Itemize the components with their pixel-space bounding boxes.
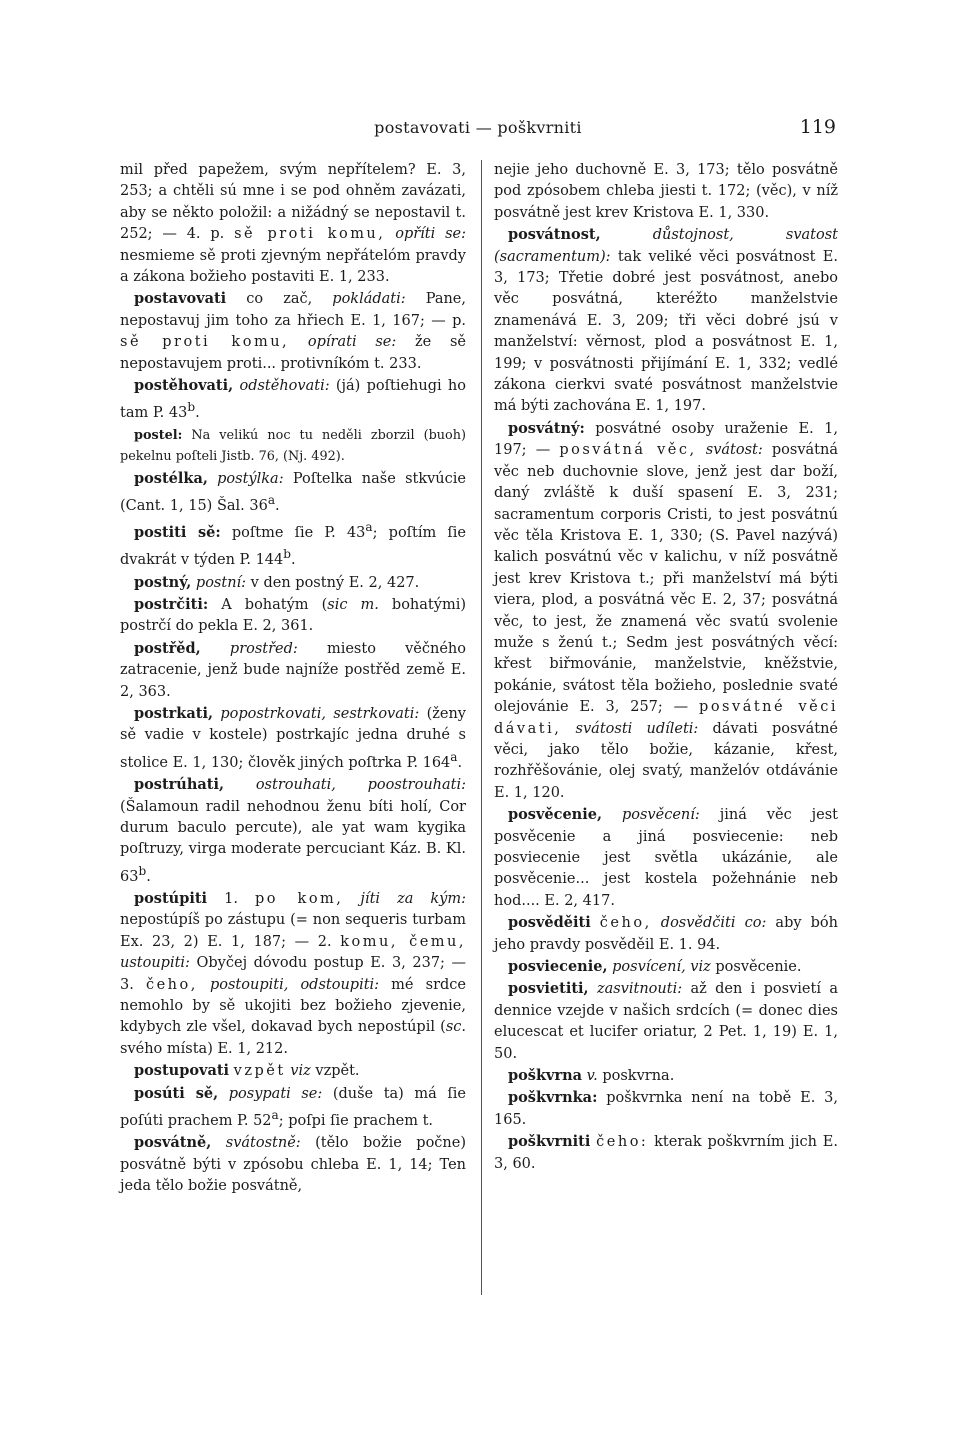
entry-posvedeiti [494,912,838,956]
entry-text: pokládati: [332,291,406,308]
headword: postrčiti: [134,596,209,614]
headword: postavovati [134,290,227,308]
entry-posvecenie [494,804,838,912]
entry-text: . [275,497,280,514]
entry-text: sc. [445,1019,466,1036]
entry-text: miesto věčného zatracenie, jenž bude najníže postřěd země E. 2, 363. [120,640,466,700]
headword: postupovati [134,1062,230,1080]
entry-postred [120,638,466,703]
entry-text: ; poſtím ſie dvakrát v týden P. 144 [120,524,467,569]
entry-text: čeho: [596,1134,649,1151]
entry-text: . [291,552,296,569]
entry-text: dosvědčiti co: [651,915,767,932]
entry-text: popostrkovati, sestrkovati: [213,706,420,723]
entry-postelka [120,468,466,518]
entry-posvietiti [494,978,838,1065]
entry-text: (duše ta) má ſie poſúti prachem P. 52 [120,1085,466,1129]
headword: posvěděiti [508,914,591,932]
entry-posvatny [494,418,838,804]
entry-text: b [187,400,196,415]
entry-text: opříti se: [385,226,466,243]
headword: posviecenie, [508,958,608,976]
entry-text: posvěcení: [602,807,700,824]
entry-text: svátost: [696,442,763,459]
headword: postný, [134,573,192,591]
left-column [120,160,466,1197]
entry-text: Obyčej dóvodu postup E. 3, 237; — 3. [120,955,466,993]
entry-text: mil před papežem, svým nepřítelem? E. 3, 253; a chtěli sú mne i se pod ohněm zavázati, aby se někto položil: a nižádný se nepostavil t. 252; — 4. p. [120,162,466,243]
entry-text: Pane, nepostavuj jim toho za hřiech E. 1, 167; — p. [120,291,466,329]
entry-poskvrna [494,1065,838,1087]
entry-text: čeho, [599,915,652,932]
entry-text: kterak poškvrním jich E. 3, 60. [494,1134,838,1172]
entry-postavovati [120,288,466,375]
entry-text: postoupiti, odstoupiti: [197,976,380,993]
entry-text: ustoupiti: [120,955,190,972]
entry-text: poškvrnka není na tobě E. 3, 165. [494,1090,838,1128]
entry-text: jíti za kým: [343,890,466,907]
entry-text: důstojnost, svatost (sacramentum): [494,227,838,265]
entry-text: . [146,868,151,885]
entry-postupiti [120,888,466,1060]
entry-text: posvátná věc neb duchovnie slove, jenž jest dar boží, daný zvláště k duší spasení E. 3, 231; sacramentum corporis Cristi, to jest posvátnú věc těla Kristova E. 1, 330; (S. Pavel nazývá) kalich posvátnú věc v kalichu, v níž posvátně jest krev Kristova t.; při manželství má býti viera, plod, a posvátná věc E. 2, 37; posvátná věc, to jest, že znamená věc svatú svolenie muže s ženú t.; Sedm jest posvátných věcí: křest biřmovánie, manželstvie, kněžstvie, pokánie, svátost těla božieho, poslednie svaté olejovánie E. 3, 257; — [494,442,838,716]
page-header [120,118,836,144]
entry-text: vzpět [233,1063,286,1080]
headword: postúpiti [134,889,208,907]
entry-poskvrniti [494,1131,838,1175]
entry-text: sě proti komu, [234,226,386,243]
entry-text: a [267,492,276,507]
entry-text: čeho, [145,976,198,993]
headword: posvátně, [134,1134,212,1152]
entry-postehovati [120,375,466,425]
entry-postruhati [120,774,466,888]
entry-text: sě proti komu, [120,334,290,351]
entry-text: (Šalamoun radil nehodnou ženu bíti holí, Cor durum baculo percute), ale yat wam kygika poſtruzy, virga moderate percuciant Káz. B. Kl. 63 [120,798,466,885]
entry-text: zasvitnouti: [588,981,683,998]
entry-text: viz [285,1063,311,1080]
entry-text: dávati posvátné věci, jako tělo božie, kázanie, křest, rozhřěšovánie, olej svatý, manželóv otdávánie E. 1, 120. [494,720,838,801]
entry-text: posvěcenie. [710,959,802,976]
entry-text: posvátná věc, [559,442,697,459]
entry-text: (já) poſtiehugi ho tam P. 43 [120,378,466,422]
headword: postiti sě: [134,523,221,541]
entry-text: a [365,520,373,535]
entry-text: po kom, [254,890,344,907]
entry-postrkati [120,703,466,774]
headword: postřěd, [134,639,201,657]
entry-text: odstěhovati: [233,378,330,395]
headword: postel: [134,427,183,443]
entry-text: a [450,749,458,764]
entry-text: posvícení, viz [607,959,711,976]
entry-text: postní: [191,574,247,591]
entry-text: b [138,863,147,878]
entry-text: ostrouhati, poostrouhati: [224,777,466,794]
entry-text: posvátné věci dávati, [494,699,838,737]
headword: postélka, [134,469,208,487]
headword: posvátnost, [508,226,601,244]
entry-posviecenie [494,956,838,978]
entry-postiti-se [120,517,466,571]
entry-text: b [283,547,291,562]
entry-text: Poſtelka naše stkvúcie (Cant. 1, 15) Šal. 36 [120,470,466,514]
headword: postrkati, [134,705,214,723]
entry-text: a [271,1108,279,1123]
entry-posvatne [120,1132,466,1197]
page-number: 119 [799,116,836,138]
entry-text: svátosti udíleti: [561,720,699,737]
entry-text: mé srdce nemohlo by sě ukojiti bez božieho zjevenie, kdybych zle všel, dokavad bych nepostúpil ( [120,976,466,1036]
entry-text: ; poſpi ſie prachem t. [278,1112,434,1129]
entry-text: v den postný E. 2, 427. [246,574,420,591]
entry-text: (tělo božie počne) posvátně býti v zpósobu chleba E. 1, 14; Ten jeda tělo božie posvátně, [120,1135,466,1195]
entry-text: nesmieme sě proti zjevným nepřátelóm pravdy a zákona božieho postaviti E. 1, 233. [120,247,466,286]
headword: posvěcenie, [508,806,603,824]
entry-text: komu, čemu, [340,933,466,950]
entry-text: tak veliké věci posvátnost E. 3, 173; Třetie dobré jest posvátnost, anebo věc posvátná, kteréžto manželstvie znamenává E. 3, 209; tři věci dobré jsú v manželství: věrnost, plod a posvátnost E. 1, 199; v posvátnosti přijímání E. 1, 332; vedlé zákona cierkvi svaté posvátnost manželstvie má býti zachována E. 1, 197. [494,248,838,415]
headword: posvietiti, [508,980,589,998]
entry-text: co zač, [226,291,333,308]
entry-text: postýlka: [207,470,284,487]
entry-text: jiná věc jest posvěcenie a jiná posviecenie: neb posviecenie jest světla ukázánie, ale posvěcenie... jest kostela požehnánie neb hod.... E. 2, 417. [494,807,838,909]
entry-postrciti [120,594,466,638]
entry-text: aby bóh jeho pravdy posvěděil E. 1. 94. [494,915,838,953]
entry-text: sic m. [327,597,379,614]
entry-postel [120,425,466,468]
entry-text: bohatými) postrčí do pekla E. 2, 361. [120,597,466,635]
entry-text: svátostně: [211,1135,301,1152]
headword: poškvrniti [508,1133,591,1151]
entry-poskvrnka [494,1087,838,1131]
entry-text: až den i posvietí a dennice vzejde v našich srdcích (= donec dies elucescat et lucifer oriatur, 2 Pet. 1, 19) E. 1, 50. [494,981,838,1062]
headword: poškvrnka: [508,1089,598,1107]
entry-posvatnost [494,224,838,418]
entry-text: poskvrna. [597,1068,675,1085]
entry-text: posvátné osoby uraženie E. 1, 197; — [494,420,838,459]
entry-text: Na velikú noc tu neděli zborzil (buoh) pekelnu poſteli Jistb. 76, (Nj. 492). [120,427,466,465]
entry-text: vzpět. [310,1063,360,1080]
entry-text: 1. [207,890,255,907]
entry-text: nejie jeho duchovně E. 3, 173; tělo posvátně pod zpósobem chleba jiesti t. 172; (věc), v níž posvátně jest krev Kristova E. 1, 330. [494,162,838,221]
column-divider [481,160,482,1295]
entry-text: nepostúpíš po zástupu (= non sequeris turbam Ex. 23, 2) E. 1, 187; — 2. [120,912,466,950]
right-column [494,160,838,1175]
entry-text: . [457,754,463,771]
headword: posúti sě, [134,1084,219,1102]
headword: posvátný: [508,419,585,437]
entry-text: že sě nepostavujem proti... protivníkóm t. 233. [120,334,466,372]
entry-text: poſtme ſie P. 43 [220,524,366,541]
entry-text: posypati se: [218,1085,323,1102]
running-head: postavovati — poškvrniti [374,118,582,137]
entry-continuation [494,160,838,224]
headword: postěhovati, [134,377,234,395]
entry-postupovati [120,1060,466,1082]
entry-text: opírati se: [289,334,397,351]
headword: postrúhati, [134,776,225,794]
entry-postny [120,572,466,594]
entry-text: svého místa) E. 1, 212. [120,1040,288,1057]
entry-text: . [195,405,200,422]
entry-text [591,915,600,931]
entry-text: prostřed: [200,640,298,657]
headword: poškvrna [508,1067,583,1085]
entry-posuti-se [120,1083,466,1133]
entry-continuation [120,160,466,288]
entry-text: A bohatým ( [208,597,328,614]
entry-text: v. [582,1068,598,1085]
entry-text: (ženy sě vadie v kostele) postrkajíc jedna druhé s stolice E. 1, 130; člověk jiných poſtrka P. 164 [120,706,466,771]
